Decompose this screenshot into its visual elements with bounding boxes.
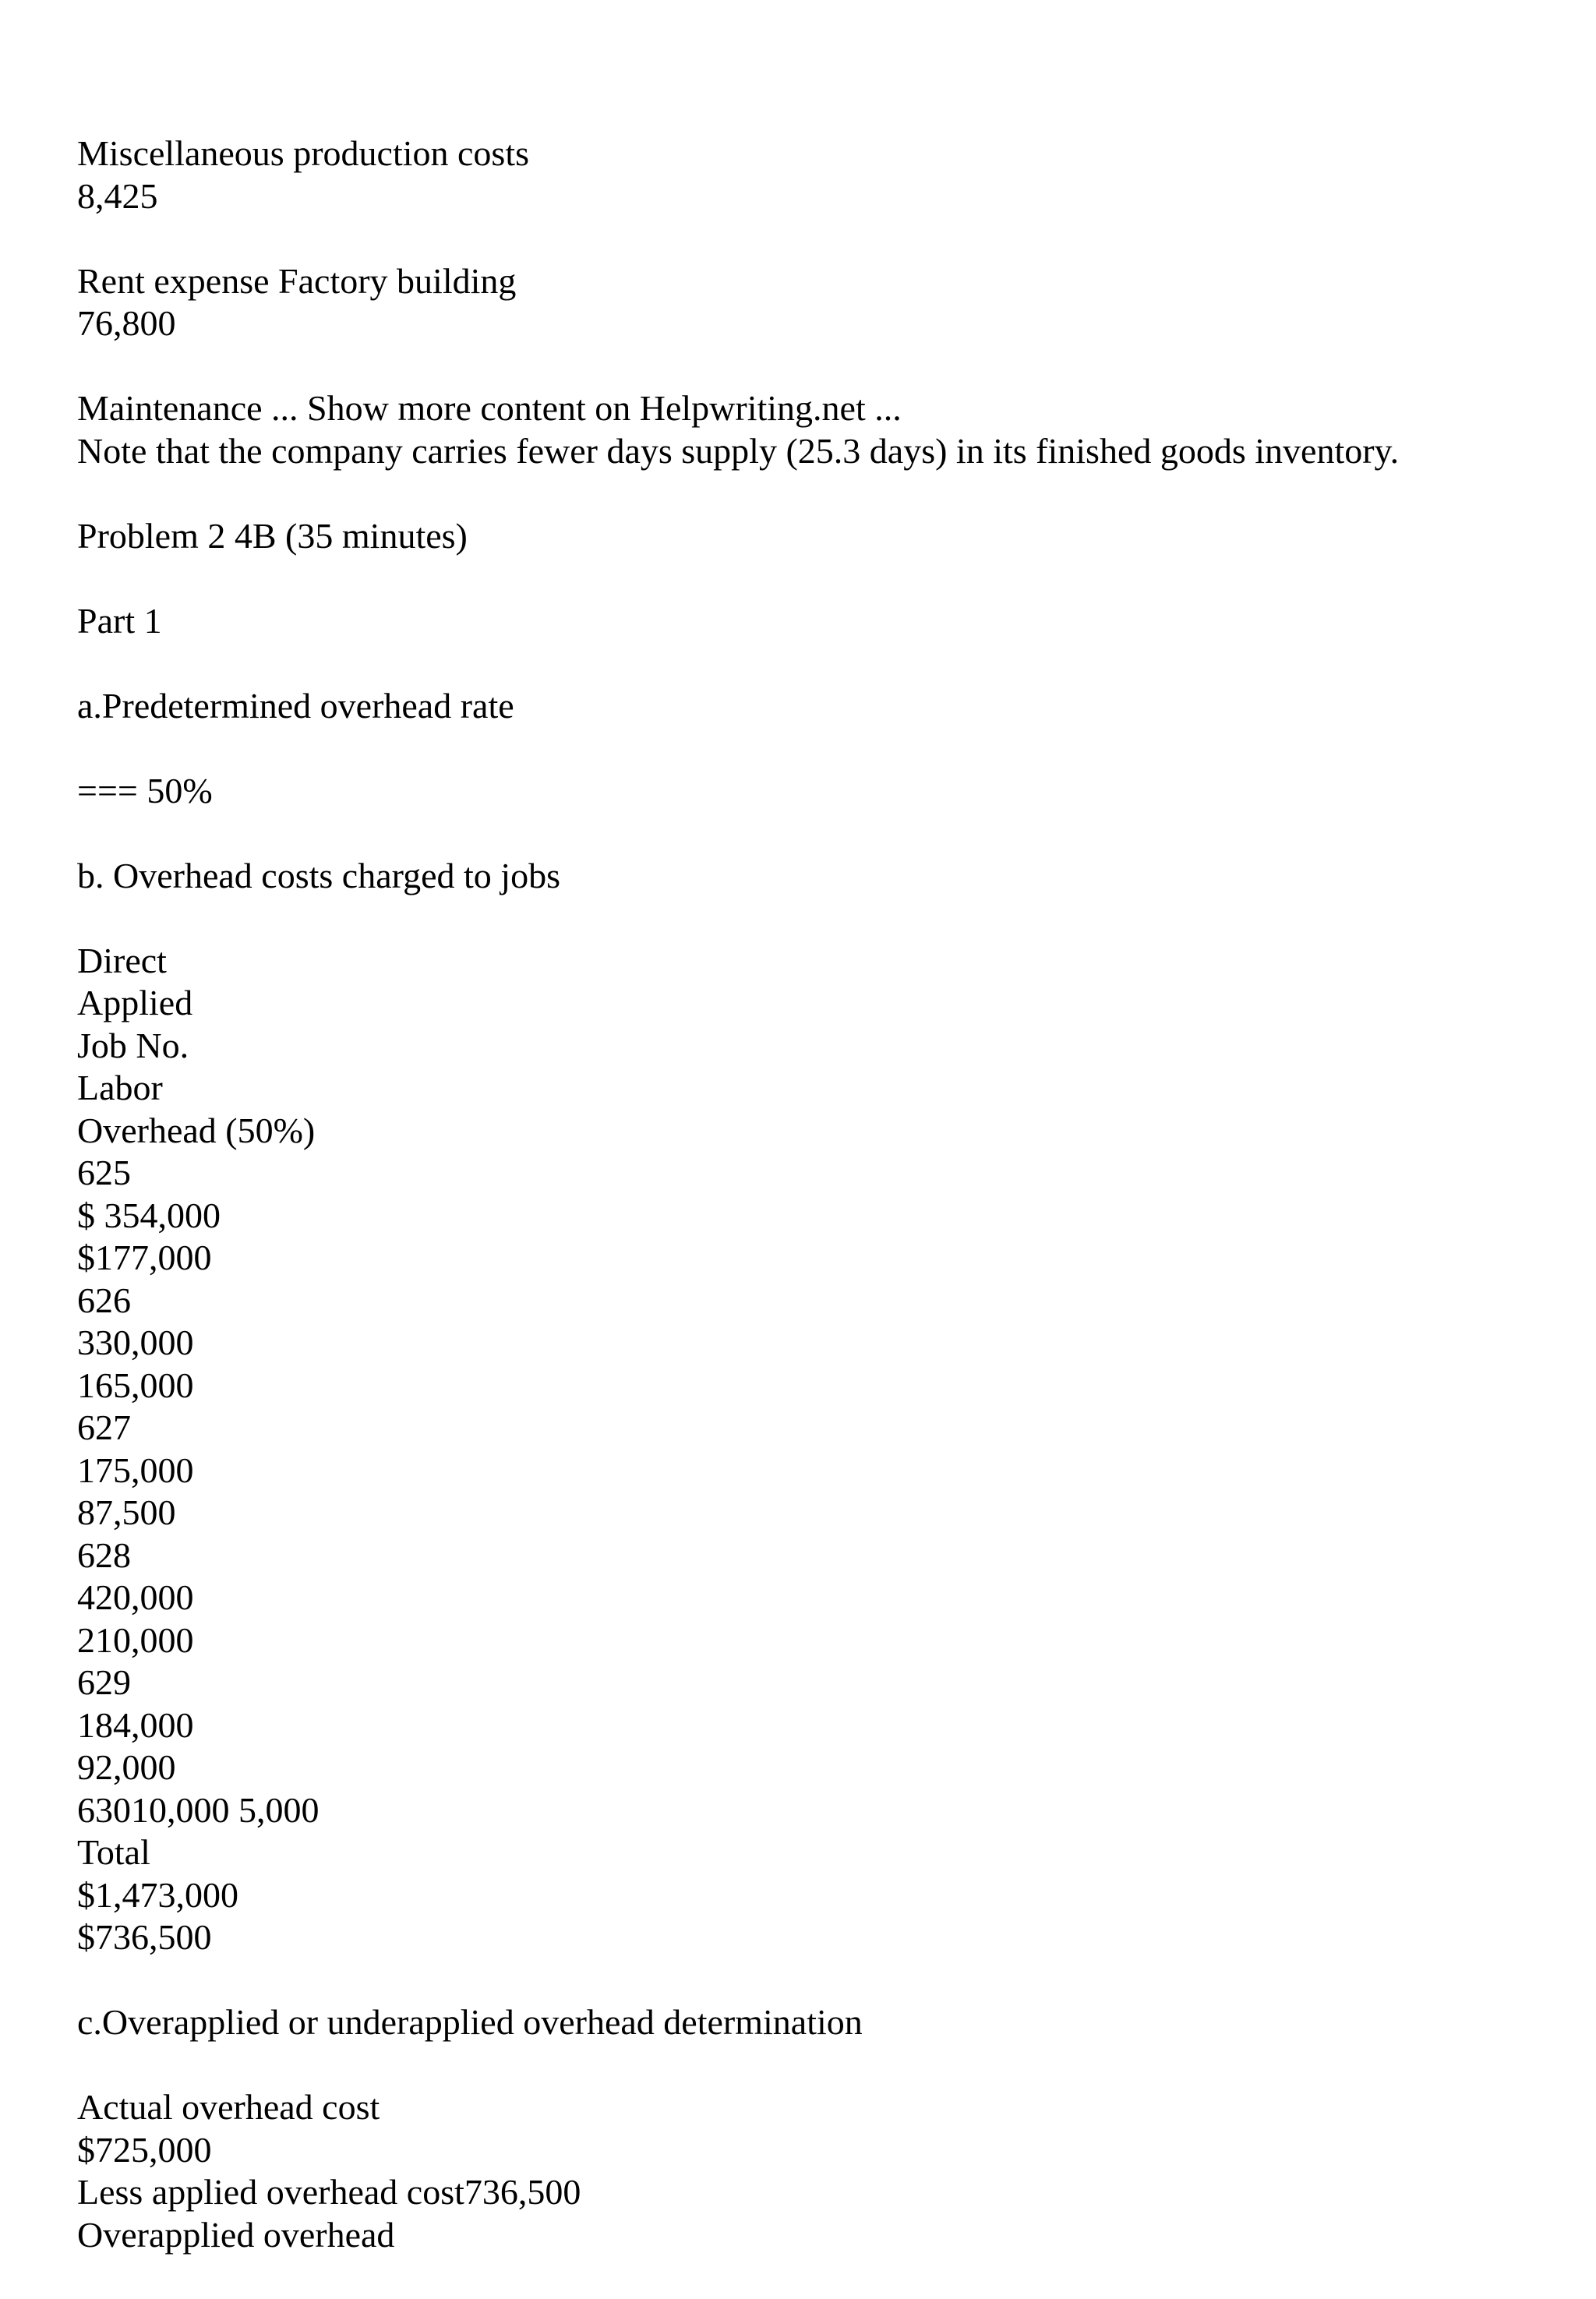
problem-heading: Problem 2 4B (35 minutes) (77, 515, 468, 556)
problem-heading-block (77, 515, 1558, 558)
misc-production-costs-block (77, 132, 1558, 217)
table-cell: 627 (77, 1407, 131, 1447)
table-cell: Overhead (50%) (77, 1110, 316, 1150)
table-cell: 628 (77, 1534, 131, 1575)
table-cell: $ 354,000 (77, 1195, 221, 1235)
table-cell: 87,500 (77, 1492, 176, 1532)
table-cell: 184,000 (77, 1704, 194, 1745)
table-cell: Job No. (77, 1025, 189, 1065)
table-cell: Total (77, 1832, 150, 1872)
text-line: $725,000 (77, 2129, 212, 2170)
part-heading-block (77, 600, 1558, 643)
table-cell: 175,000 (77, 1450, 194, 1490)
table-cell: 626 (77, 1280, 131, 1320)
text-line: Actual overhead cost (77, 2087, 380, 2127)
text-line: 76,800 (77, 303, 176, 343)
table-cell: 210,000 (77, 1619, 194, 1660)
table-cell: $736,500 (77, 1917, 212, 1957)
text-line: Less applied overhead cost736,500 (77, 2172, 581, 2212)
rent-expense-block (77, 260, 1558, 345)
table-cell: 420,000 (77, 1577, 194, 1617)
part-heading: Part 1 (77, 600, 162, 641)
table-cell: 63010,000 5,000 (77, 1789, 320, 1830)
table-cell: $177,000 (77, 1238, 212, 1277)
table-cell: 625 (77, 1153, 131, 1192)
overhead-rate-heading-block (77, 685, 1558, 728)
over-under-applied-heading-block (77, 2001, 1558, 2044)
overhead-charged-heading-block (77, 855, 1558, 898)
table-cell: 165,000 (77, 1365, 194, 1405)
overhead-determination-block (77, 2086, 1558, 2256)
section-heading: c.Overapplied or underapplied overhead determination (77, 2002, 863, 2042)
document-content (77, 132, 1558, 2299)
section-heading: b. Overhead costs charged to jobs (77, 855, 560, 895)
table-cell: 92,000 (77, 1747, 176, 1787)
section-heading: a.Predetermined overhead rate (77, 685, 514, 726)
maintenance-note-block (77, 387, 1558, 472)
table-cell: Labor (77, 1068, 163, 1107)
table-cell: $1,473,000 (77, 1874, 238, 1915)
table-cell: Applied (77, 983, 193, 1022)
table-cell: 330,000 (77, 1323, 194, 1362)
table-cell: 629 (77, 1662, 131, 1702)
text-line: Overapplied overhead (77, 2214, 395, 2255)
table-cell: Direct (77, 940, 167, 980)
text-line: Miscellaneous production costs (77, 133, 530, 173)
text-line: Rent expense Factory building (77, 260, 517, 301)
text-line: === 50% (77, 770, 213, 810)
text-line: Note that the company carries fewer days supply (25.3 days) in its finished goods inventory. (77, 430, 1400, 471)
text-line: 8,425 (77, 175, 158, 216)
overhead-rate-value-block (77, 770, 1558, 813)
jobs-table-block (77, 940, 1558, 1959)
text-line: Maintenance ... Show more content on Helpwriting.net ... (77, 388, 902, 428)
